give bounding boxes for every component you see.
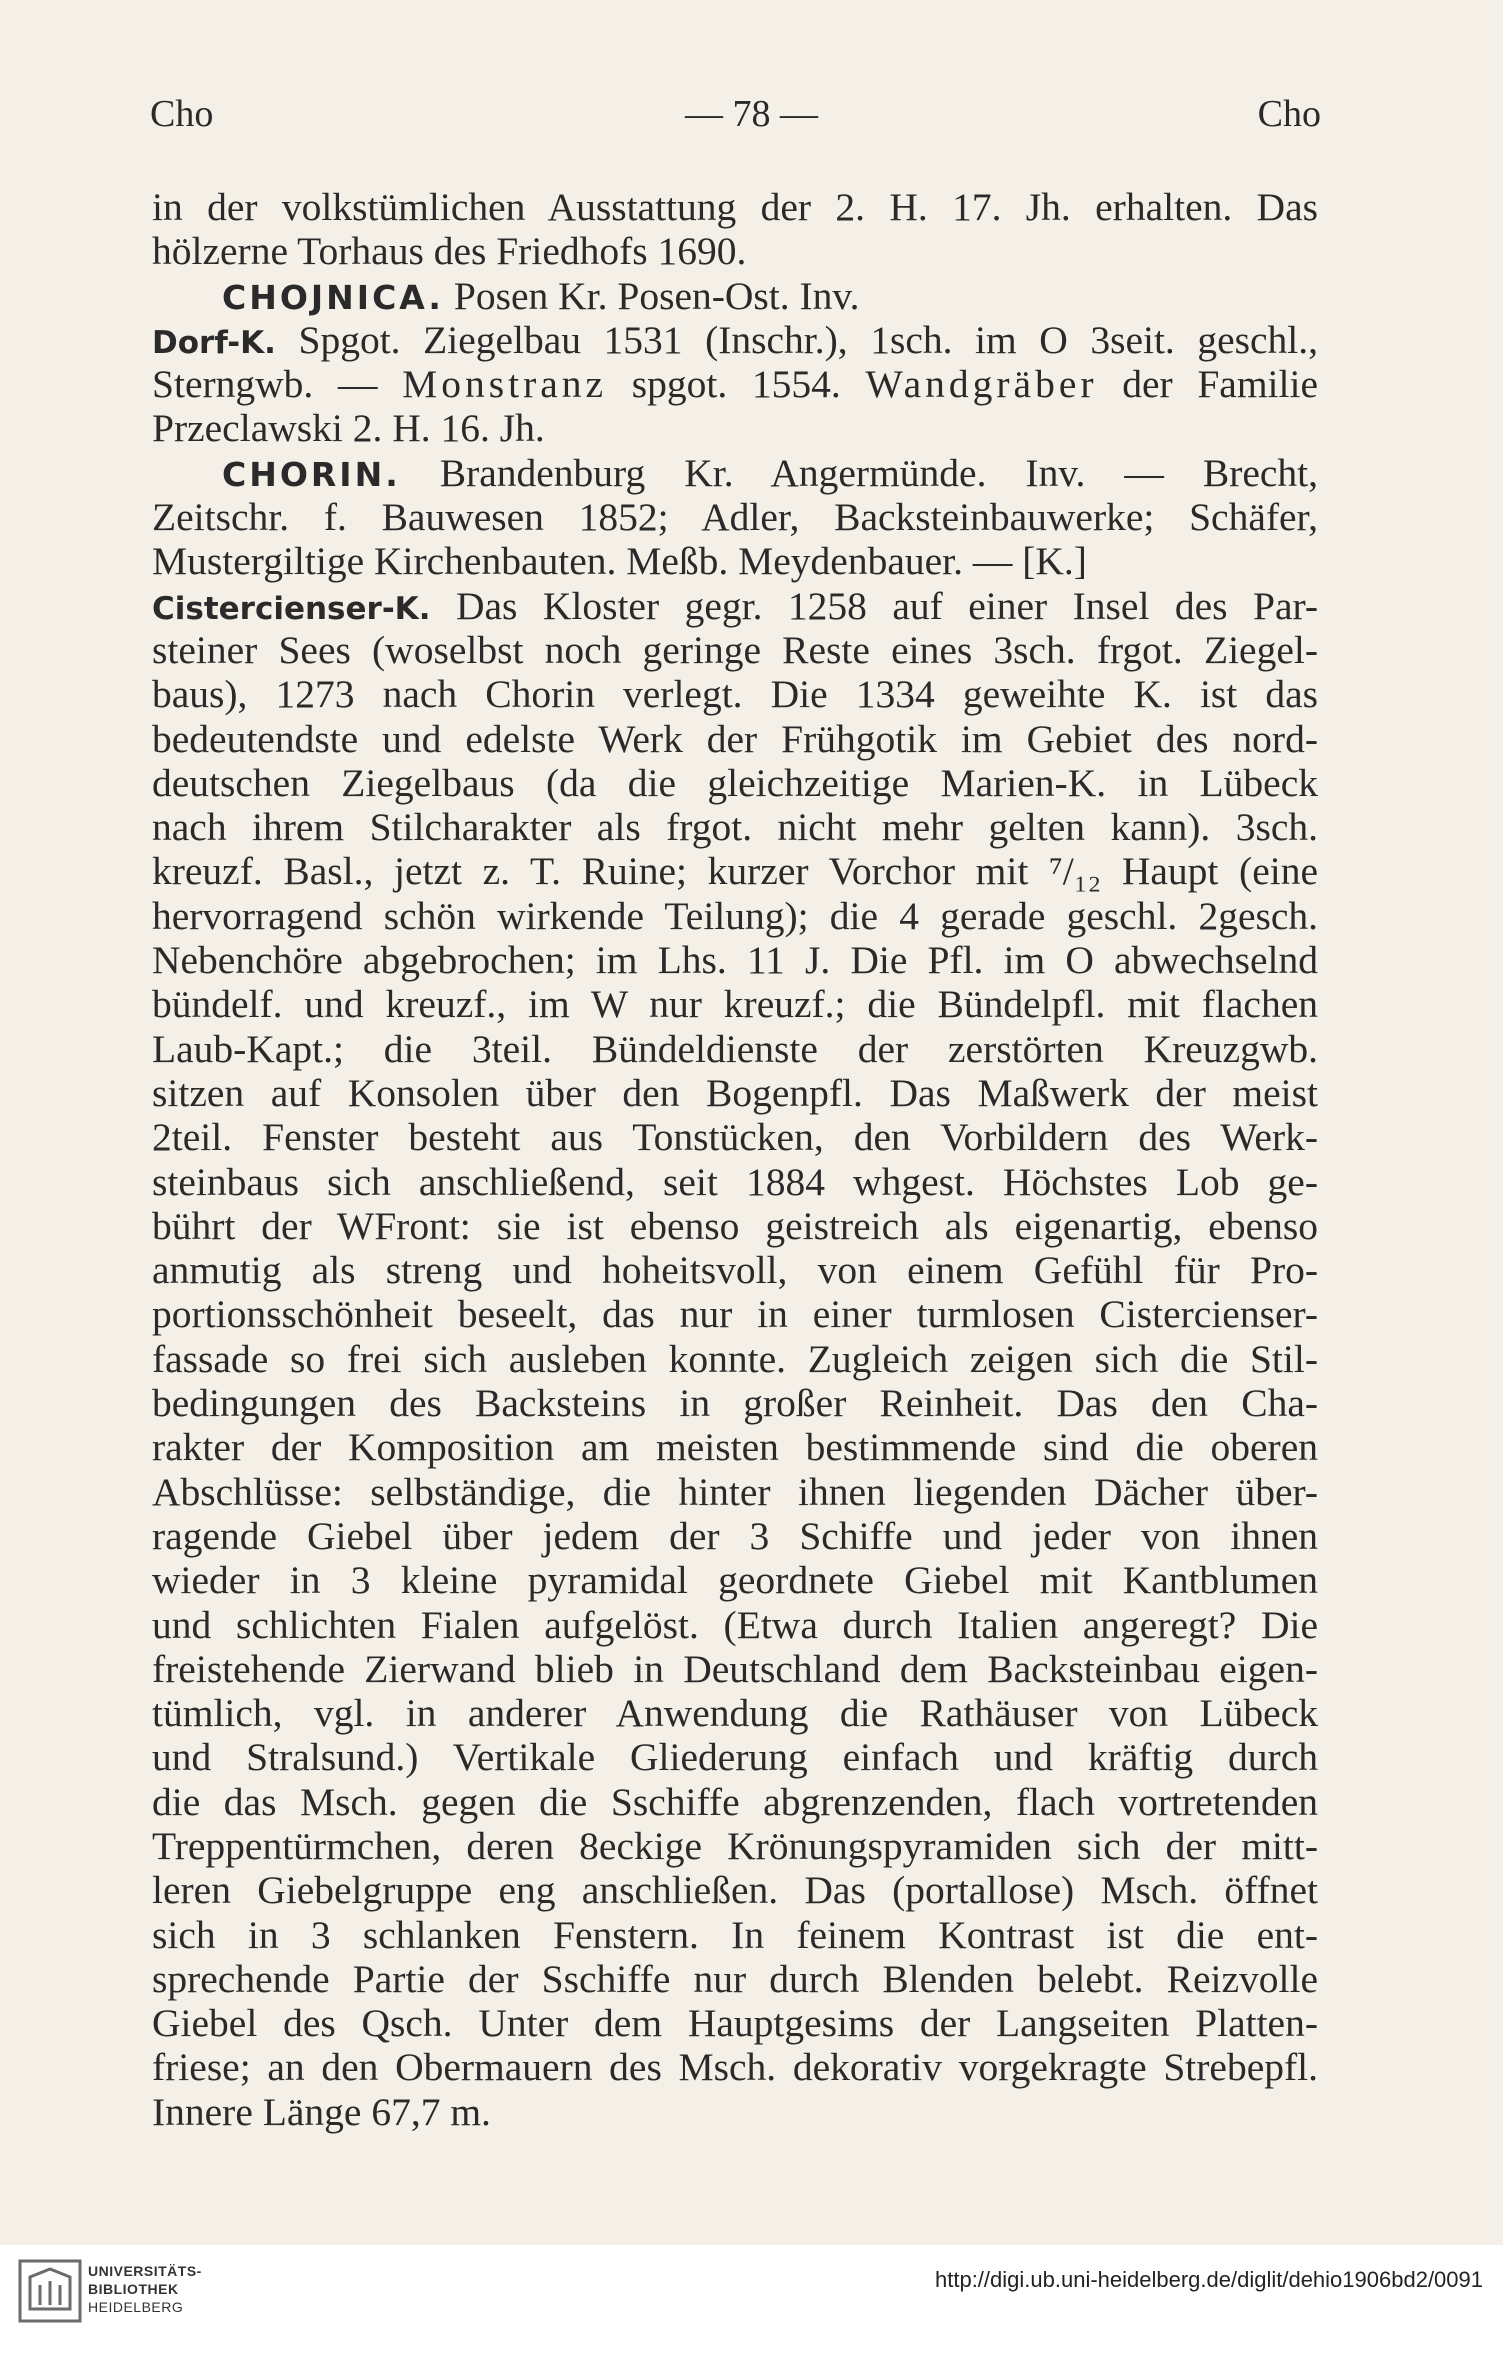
text-span: Spgot. Ziegelbau 1531 (Inschr.), 1sch. im O 3seit. geschl.,	[298, 317, 1318, 362]
text-line: friese; an den Obermauern des Msch. dekorativ vorgekragte Strebepfl.	[152, 2045, 1318, 2090]
text-line: wieder in 3 kleine pyramidal geordnete Giebel mit Kantblumen	[152, 1558, 1318, 1603]
text-span: der Familie	[1122, 362, 1319, 407]
text-line	[152, 362, 1318, 406]
text-line: Przeclawski 2. H. 16. Jh.	[152, 406, 545, 451]
text-line: Treppentürmchen, deren 8eckige Krönungspyramiden sich der mitt-	[152, 1823, 1318, 1868]
viewer-footer	[0, 2245, 1503, 2374]
text-line: tümlich, vgl. in anderer Anwendung die Rathäuser von Lübeck	[152, 1691, 1318, 1736]
text-line: hölzerne Torhaus des Friedhofs 1690.	[152, 229, 747, 274]
running-head-right: Cho	[1257, 93, 1321, 135]
text-line	[152, 584, 1318, 628]
text-line: und Stralsund.) Vertikale Gliederung einfach und kräftig durch	[152, 1735, 1318, 1780]
text-line: Laub-Kapt.; die 3teil. Bündeldienste der zerstörten Kreuzgwb.	[152, 1026, 1318, 1071]
text-line: Innere Länge 67,7 m.	[152, 2089, 491, 2134]
spaced-term: Wandgräber	[865, 362, 1098, 407]
text-line: steinbaus sich anschließend, seit 1884 whgest. Höchstes Lob ge-	[152, 1159, 1318, 1204]
library-name-line: UNIVERSITÄTS-	[88, 2263, 202, 2279]
body-text	[152, 185, 1318, 2134]
place-heading: CHOJNICA.	[222, 277, 444, 317]
text-line: nach ihrem Stilcharakter als frgot. nicht mehr gelten kann). 3sch.	[152, 805, 1318, 850]
place-heading: CHORIN.	[222, 454, 401, 494]
text-line: 2teil. Fenster besteht aus Tonstücken, den Vorbildern des Werk-	[152, 1115, 1318, 1160]
text-line: Abschlüsse: selbständige, die hinter ihnen liegenden Dächer über-	[152, 1469, 1318, 1514]
text-line: Mustergiltige Kirchenbauten. Meßb. Meydenbauer. — [K.]	[152, 539, 1087, 584]
text-line: anmutig als streng und hoheitsvoll, von einem Gefühl für Pro-	[152, 1248, 1318, 1293]
text-line: bündelf. und kreuzf., im W nur kreuzf.; die Bündelpfl. mit flachen	[152, 982, 1318, 1027]
library-name-line: HEIDELBERG	[88, 2299, 184, 2315]
text-line: leren Giebelgruppe eng anschließen. Das (portallose) Msch. öffnet	[152, 1868, 1318, 1913]
text-line: Giebel des Qsch. Unter dem Hauptgesims der Langseiten Platten-	[152, 2001, 1318, 2046]
text-span: Sterngwb. —	[152, 362, 378, 407]
entry-chojnica	[152, 274, 1318, 318]
building-keyword: Dorf-K.	[152, 324, 276, 361]
text-line: rakter der Komposition am meisten bestimmende sind die oberen	[152, 1425, 1318, 1470]
text-line: steiner Sees (woselbst noch geringe Reste eines 3sch. frgot. Ziegel-	[152, 627, 1318, 672]
text-span: Posen Kr. Posen-Ost. Inv.	[453, 273, 860, 318]
spaced-term: Monstranz	[402, 362, 608, 407]
running-head-left: Cho	[150, 93, 214, 135]
text-line: portionsschönheit beseelt, das nur in einer turmlosen Cistercienser-	[152, 1292, 1318, 1337]
text-line: bedingungen des Backsteins in großer Reinheit. Das den Cha-	[152, 1381, 1318, 1426]
text-line: sitzen auf Konsolen über den Bogenpfl. Das Maßwerk der meist	[152, 1070, 1318, 1115]
library-name-line: BIBLIOTHEK	[88, 2281, 179, 2297]
page-number: — 78 —	[685, 93, 818, 135]
text-line: Zeitschr. f. Bauwesen 1852; Adler, Backsteinbauwerke; Schäfer,	[152, 495, 1318, 540]
text-line	[152, 318, 1318, 362]
text-line: in der volkstümlichen Ausstattung der 2. H. 17. Jh. erhalten. Das	[152, 185, 1318, 229]
text-line: freistehende Zierwand blieb in Deutschland dem Backsteinbau eigen-	[152, 1646, 1318, 1691]
text-line: und schlichten Fialen aufgelöst. (Etwa durch Italien angeregt? Die	[152, 1602, 1318, 1647]
text-line: sich in 3 schlanken Fenstern. In feinem Kontrast ist die ent-	[152, 1912, 1318, 1957]
text-line: kreuzf. Basl., jetzt z. T. Ruine; kurzer Vorchor mit ⁷/₁₂ Haupt (eine	[152, 849, 1318, 894]
text-line: baus), 1273 nach Chorin verlegt. Die 1334 geweihte K. ist das	[152, 672, 1318, 717]
text-line: hervorragend schön wirkende Teilung); die 4 gerade geschl. 2gesch.	[152, 893, 1318, 938]
text-span: Das Kloster gegr. 1258 auf einer Insel des Par-	[455, 583, 1318, 628]
entry-chorin	[152, 451, 1318, 495]
library-logo-icon	[18, 2259, 82, 2323]
text-line: sprechende Partie der Sschiffe nur durch Blenden belebt. Reizvolle	[152, 1956, 1318, 2001]
text-line: Nebenchöre abgebrochen; im Lhs. 11 J. Die Pfl. im O abwechselnd	[152, 938, 1318, 983]
text-span: Brandenburg Kr. Angermünde. Inv. — Brecht,	[439, 450, 1319, 495]
permalink-url[interactable]: http://digi.ub.uni-heidelberg.de/diglit/dehio1906bd2/0091	[935, 2267, 1483, 2292]
text-line: bührt der WFront: sie ist ebenso geistreich als eigenartig, ebenso	[152, 1203, 1318, 1248]
text-line: die das Msch. gegen die Sschiffe abgrenzenden, flach vortretenden	[152, 1779, 1318, 1824]
text-line: bedeutendste und edelste Werk der Frühgotik im Gebiet des nord-	[152, 716, 1318, 761]
text-span: spgot. 1554.	[631, 362, 841, 407]
text-line: fassade so frei sich ausleben konnte. Zugleich zeigen sich die Stil-	[152, 1336, 1318, 1381]
building-keyword: Cistercienser-K.	[152, 590, 431, 627]
text-line: deutschen Ziegelbaus (da die gleichzeitige Marien-K. in Lübeck	[152, 760, 1318, 805]
text-line: ragende Giebel über jedem der 3 Schiffe und jeder von ihnen	[152, 1513, 1318, 1558]
